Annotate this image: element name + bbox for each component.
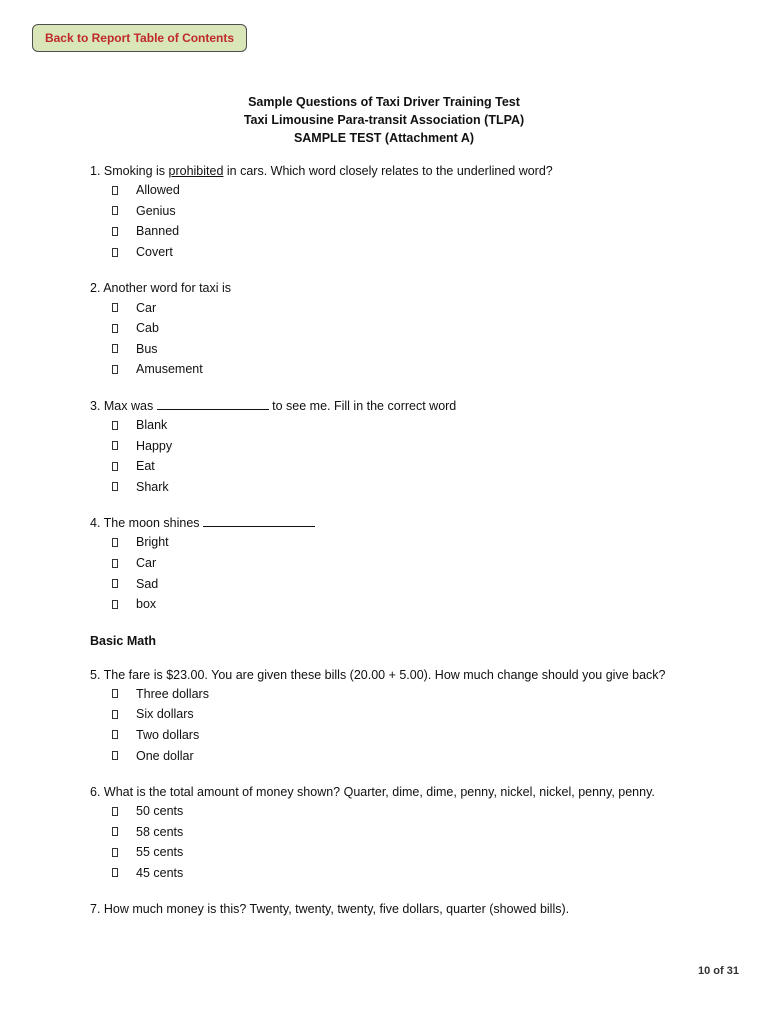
option[interactable]: Blank — [90, 415, 730, 436]
question-1-text: 1. Smoking is prohibited in cars. Which word closely relates to the underlined word? — [90, 164, 553, 178]
question-6 — [90, 783, 730, 883]
checkbox-icon[interactable] — [112, 807, 118, 816]
checkbox-icon[interactable] — [112, 538, 118, 547]
underlined-word: prohibited — [168, 164, 224, 178]
section-title-basic-math: Basic Math — [90, 633, 156, 648]
checkbox-icon[interactable] — [112, 344, 118, 353]
checkbox-icon[interactable] — [112, 600, 118, 609]
option[interactable]: Bright — [90, 532, 730, 553]
option[interactable]: Genius — [90, 201, 730, 222]
option[interactable]: Sad — [90, 573, 730, 594]
option[interactable]: Cab — [90, 318, 730, 339]
fill-in-blank — [157, 397, 269, 410]
option[interactable]: Covert — [90, 242, 730, 263]
question-3-text: 3. Max was to see me. Fill in the correct word — [90, 398, 457, 413]
option[interactable]: Car — [90, 297, 730, 318]
page-number: 10 of 31 — [698, 965, 739, 977]
checkbox-icon[interactable] — [112, 462, 118, 471]
option[interactable]: Banned — [90, 221, 730, 242]
checkbox-icon[interactable] — [112, 868, 118, 877]
question-3 — [90, 397, 730, 497]
header-line-3: SAMPLE TEST (Attachment A) — [293, 131, 475, 145]
question-list — [90, 162, 730, 935]
document-header — [0, 93, 768, 147]
checkbox-icon[interactable] — [112, 559, 118, 568]
fill-in-blank — [203, 514, 315, 527]
option[interactable]: Three dollars — [90, 684, 730, 705]
option[interactable]: Two dollars — [90, 725, 730, 746]
question-4 — [90, 514, 730, 614]
checkbox-icon[interactable] — [112, 827, 118, 836]
option[interactable]: Shark — [90, 477, 730, 498]
header-line-1: Sample Questions of Taxi Driver Training Test — [248, 95, 520, 109]
checkbox-icon[interactable] — [112, 751, 118, 760]
checkbox-icon[interactable] — [112, 730, 118, 739]
checkbox-icon[interactable] — [112, 227, 118, 236]
option[interactable]: One dollar — [90, 745, 730, 766]
question-2 — [90, 279, 730, 379]
question-5-text: 5. The fare is $23.00. You are given these bills (20.00 + 5.00). How much change should you give back? — [90, 667, 666, 682]
checkbox-icon[interactable] — [112, 421, 118, 430]
checkbox-icon[interactable] — [112, 482, 118, 491]
question-2-text: 2. Another word for taxi is — [90, 281, 232, 296]
question-7 — [90, 900, 730, 918]
question-5 — [90, 666, 730, 766]
question-6-text: 6. What is the total amount of money shown? Quarter, dime, dime, penny, nickel, nickel, penny, penny. — [90, 784, 655, 799]
option[interactable]: Six dollars — [90, 704, 730, 725]
option[interactable]: 50 cents — [90, 801, 730, 822]
option[interactable]: 58 cents — [90, 821, 730, 842]
checkbox-icon[interactable] — [112, 848, 118, 857]
checkbox-icon[interactable] — [112, 365, 118, 374]
option[interactable]: Allowed — [90, 180, 730, 201]
checkbox-icon[interactable] — [112, 689, 118, 698]
checkbox-icon[interactable] — [112, 248, 118, 257]
option[interactable]: Bus — [90, 339, 730, 360]
option[interactable]: Eat — [90, 456, 730, 477]
checkbox-icon[interactable] — [112, 324, 118, 333]
option[interactable]: Happy — [90, 435, 730, 456]
option[interactable]: Car — [90, 553, 730, 574]
checkbox-icon[interactable] — [112, 710, 118, 719]
question-1 — [90, 162, 730, 262]
checkbox-icon[interactable] — [112, 579, 118, 588]
checkbox-icon[interactable] — [112, 441, 118, 450]
option[interactable]: 45 cents — [90, 863, 730, 884]
header-line-2: Taxi Limousine Para-transit Association (TLPA) — [243, 113, 525, 127]
checkbox-icon[interactable] — [112, 206, 118, 215]
option[interactable]: 55 cents — [90, 842, 730, 863]
checkbox-icon[interactable] — [112, 303, 118, 312]
question-7-text: 7. How much money is this? Twenty, twenty, twenty, five dollars, quarter (showed bills). — [90, 902, 570, 917]
question-4-text: 4. The moon shines — [90, 514, 730, 532]
checkbox-icon[interactable] — [112, 186, 118, 195]
option[interactable]: Amusement — [90, 359, 730, 380]
option[interactable]: box — [90, 594, 730, 615]
back-to-toc-button[interactable]: Back to Report Table of Contents — [32, 24, 247, 52]
